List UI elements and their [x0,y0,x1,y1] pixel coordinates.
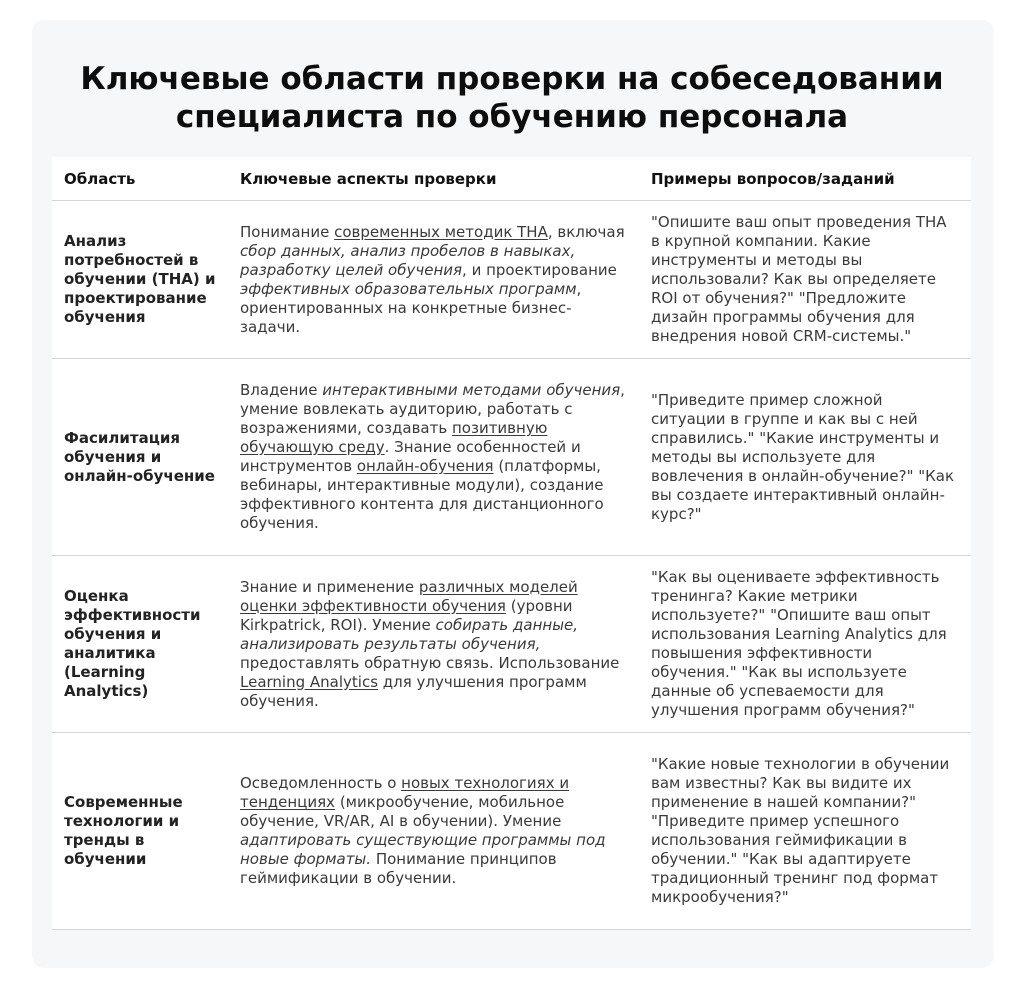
aspects-text: Понимание [240,222,335,241]
highlighted-term: онлайн-обучения [356,457,494,475]
aspects-text: Владение [240,381,323,399]
aspects-text: предоставлять обратную связь. Использование [240,653,620,672]
area-cell: Анализ потребностей в обучении (TНА) и проектирование обучения [52,201,228,359]
emphasized-text: интерактивными методами обучения [322,381,621,399]
table-header-row [52,157,971,201]
questions-cell: "Как вы оцениваете эффективность тренинга? Какие метрики используете?" "Опишите ваш опыт использования Learning Analytics для повышения эффективности обучения." "Как вы используете данные об успеваемости для улучшения программ обучения?" [639,556,971,733]
area-cell: Современные технологии и тренды в обучении [52,733,228,930]
emphasized-text: собирать данные, анализировать результаты обучения, [240,615,579,653]
table-row [52,556,971,733]
aspects-text: Осведомленность о [240,774,402,792]
title-line-1: Ключевые области проверки на собеседовании [80,61,944,97]
emphasized-text: сбор данных, анализ пробелов в навыках, разработку целей обучения [240,241,576,279]
aspects-text: (уровни Kirkpatrick, ROI). Умение [240,596,573,634]
interview-areas-table [52,157,971,930]
emphasized-text: адаптировать существующие программы под новые форматы. [240,831,606,868]
questions-cell: "Опишите ваш опыт проведения TНА в крупной компании. Какие инструменты и методы вы использовали? Как вы определяете ROI от обучения?" "Предложите дизайн программы обучения для внедрения новой CRM-системы." [639,201,971,359]
aspects-text: , ориентированных на конкретные бизнес-задачи. [240,279,582,336]
aspects-text: . Знание особенностей и инструментов [240,438,581,475]
header-area: Область [52,157,228,201]
title-line-2: специалиста по обучению персонала [175,99,849,135]
highlighted-term: различных моделей оценки эффективности обучения [240,577,578,615]
aspects-text: Знание и применение [240,577,419,596]
questions-cell: "Приведите пример сложной ситуации в группе и как вы с ней справились." "Какие инструменты и методы вы используете для вовлечения в онлайн-обучение?" "Как вы создаете интерактивный онлайн-курс?" [639,359,971,556]
emphasized-text: эффективных образовательных программ [240,279,577,298]
aspects-cell [228,359,639,556]
aspects-cell [228,201,639,359]
header-aspects: Ключевые аспекты проверки [228,157,639,201]
aspects-text: для улучшения программ обучения. [240,672,587,710]
table-row [52,359,971,556]
table-row [52,733,971,930]
aspects-text: , умение вовлекать аудиторию, работать с возражениями, создавать [240,381,625,437]
highlighted-term: новых технологиях и тенденциях [240,774,570,811]
aspects-text: (платформы, вебинары, интерактивные модули), создание эффективного контента для дистанционного обучения. [240,457,604,532]
header-questions: Примеры вопросов/заданий [639,157,971,201]
aspects-text: (микрообучение, мобильное обучение, VR/AR, AI в обучении). Умение [240,793,565,830]
aspects-text: , и проектирование [462,260,617,279]
highlighted-term: позитивную обучающую среду [240,419,548,456]
aspects-cell [228,733,639,930]
aspects-text: , включая [547,222,625,241]
highlighted-term: Learning Analytics [240,672,379,691]
table-row [52,201,971,359]
questions-cell: "Какие новые технологии в обучении вам известны? Как вы видите их применение в нашей компании?" "Приведите пример успешного использования геймификации в обучении." "Как вы адаптируете традиционный тренинг под формат микрообучения?" [639,733,971,930]
highlighted-term: современных методик TНА [334,222,548,241]
area-cell: Фасилитация обучения и онлайн-обучение [52,359,228,556]
aspects-text: Понимание принципов геймификации в обучении. [240,850,557,887]
aspects-cell [228,556,639,733]
area-cell: Оценка эффективности обучения и аналитика (Learning Analytics) [52,556,228,733]
page-title [0,60,1024,136]
